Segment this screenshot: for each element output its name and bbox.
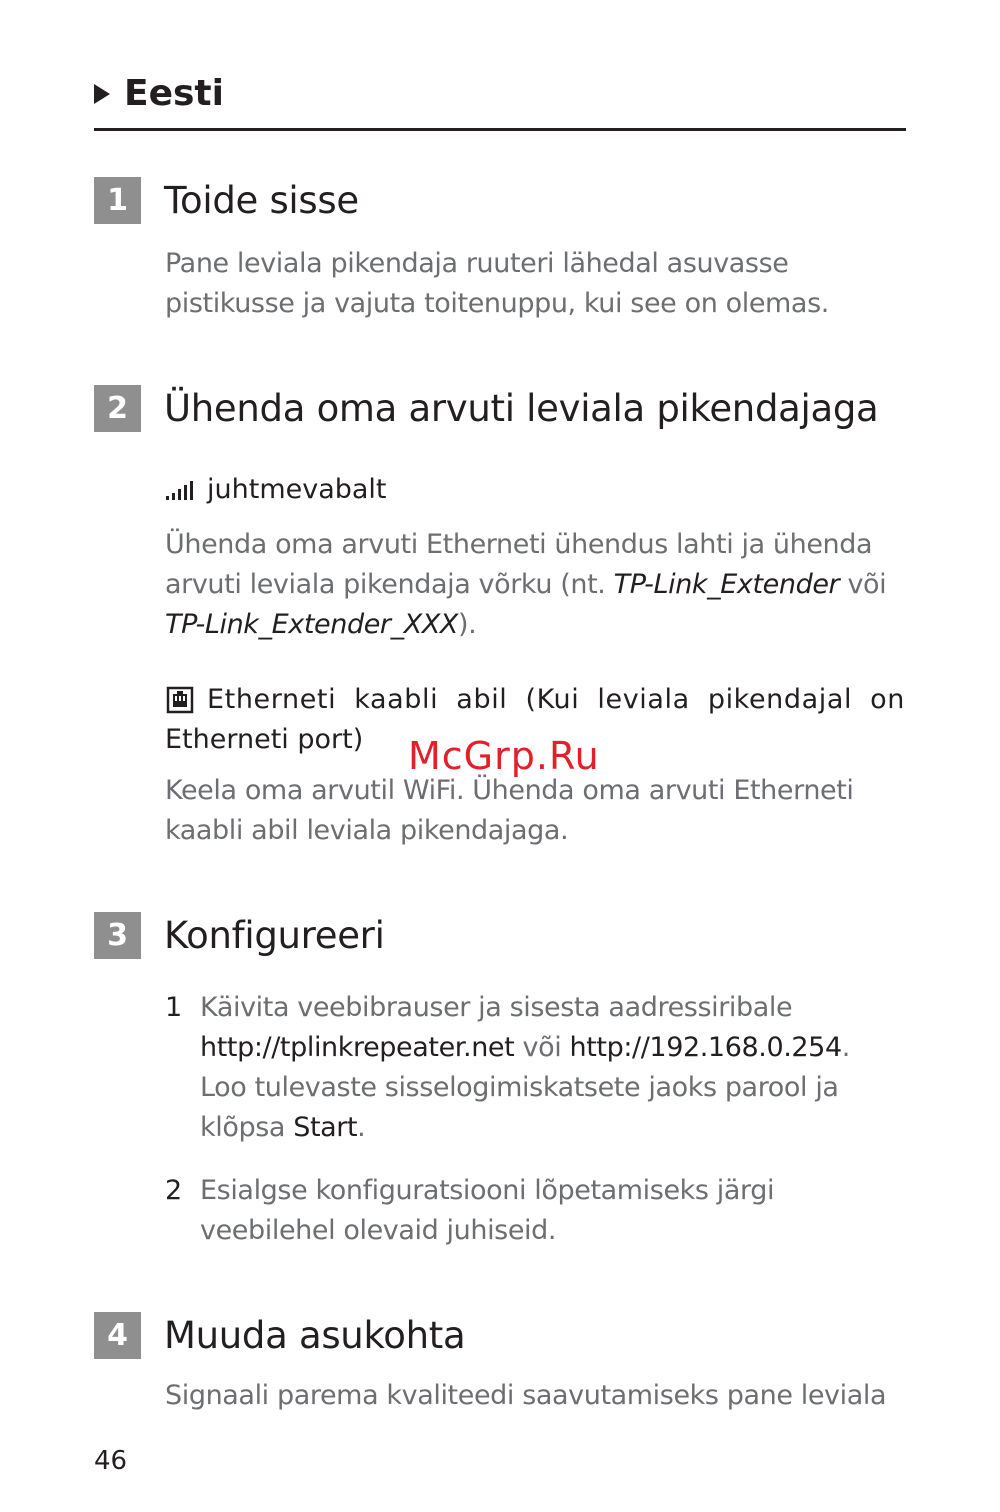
page-number: 46 [94, 1446, 128, 1476]
step-number-badge: 3 [94, 912, 141, 959]
step-1-heading [94, 177, 359, 224]
wireless-instructions [165, 525, 910, 645]
step-2-heading [94, 385, 878, 432]
step-title: Konfigureeri [164, 914, 385, 957]
wireless-subheading [165, 474, 387, 505]
wireless-text: või [839, 569, 887, 600]
list-item-text [200, 988, 875, 1148]
step-4-text: Signaali parema kvaliteedi saavutamiseks pane leviala [165, 1380, 887, 1411]
step-number-badge: 1 [94, 177, 141, 224]
step-title: Toide sisse [164, 179, 359, 222]
header-divider [94, 128, 906, 131]
list-item [165, 988, 910, 1148]
step-4-heading [94, 1312, 465, 1359]
step-3-heading [94, 912, 385, 959]
list-item-number: 2 [165, 1175, 182, 1206]
step-title: Ühenda oma arvuti leviala pikendajaga [164, 387, 879, 430]
instruction-text: või [514, 1032, 570, 1063]
section-header [94, 72, 224, 116]
list-item-number: 1 [165, 992, 182, 1023]
url-link[interactable]: http://tplinkrepeater.net [200, 1032, 515, 1063]
ethernet-port-icon [165, 685, 195, 715]
list-item [165, 1171, 910, 1251]
step-number-badge: 4 [94, 1312, 141, 1359]
ethernet-instructions: Keela oma arvutil WiFi. Ühenda oma arvuti Etherneti kaabli abil leviala pikendajaga. [165, 775, 854, 846]
wireless-text: Ühenda oma arvuti Etherneti ühendus lahti ja ühenda arvuti leviala pikendaja võrku (nt. [165, 529, 873, 600]
ssid-name: TP-Link_Extender [613, 569, 840, 600]
signal-bars-icon [165, 479, 195, 501]
ethernet-label-continued: Etherneti port) [165, 724, 364, 755]
watermark: McGrp.Ru [408, 734, 600, 778]
wireless-label: juhtmevabalt [207, 474, 387, 505]
step-number-badge: 2 [94, 385, 141, 432]
wireless-text: ). [458, 609, 477, 640]
step-title: Muuda asukohta [164, 1314, 466, 1357]
step-1-text: Pane leviala pikendaja ruuteri lähedal asuvasse pistikusse ja vajuta toitenuppu, kui see on olemas. [165, 248, 829, 319]
start-button-label: Start [293, 1112, 358, 1143]
triangle-right-icon [94, 84, 110, 104]
ssid-name: TP-Link_Extender_XXX [165, 609, 459, 640]
instruction-text: . [357, 1112, 366, 1143]
list-item-text: Esialgse konfiguratsiooni lõpetamiseks järgi veebilehel olevaid juhiseid. [200, 1175, 775, 1246]
section-title: Eesti [124, 73, 224, 114]
instruction-text: Käivita veebibrauser ja sisesta aadressiribale [200, 992, 793, 1023]
ethernet-label: Etherneti kaabli abil (Kui leviala pikendajal on [207, 684, 905, 715]
instruction-text: . Loo tulevaste sisselogimiskatsete jaoks parool ja klõpsa [200, 1032, 850, 1143]
url-link[interactable]: http://192.168.0.254 [569, 1032, 842, 1063]
